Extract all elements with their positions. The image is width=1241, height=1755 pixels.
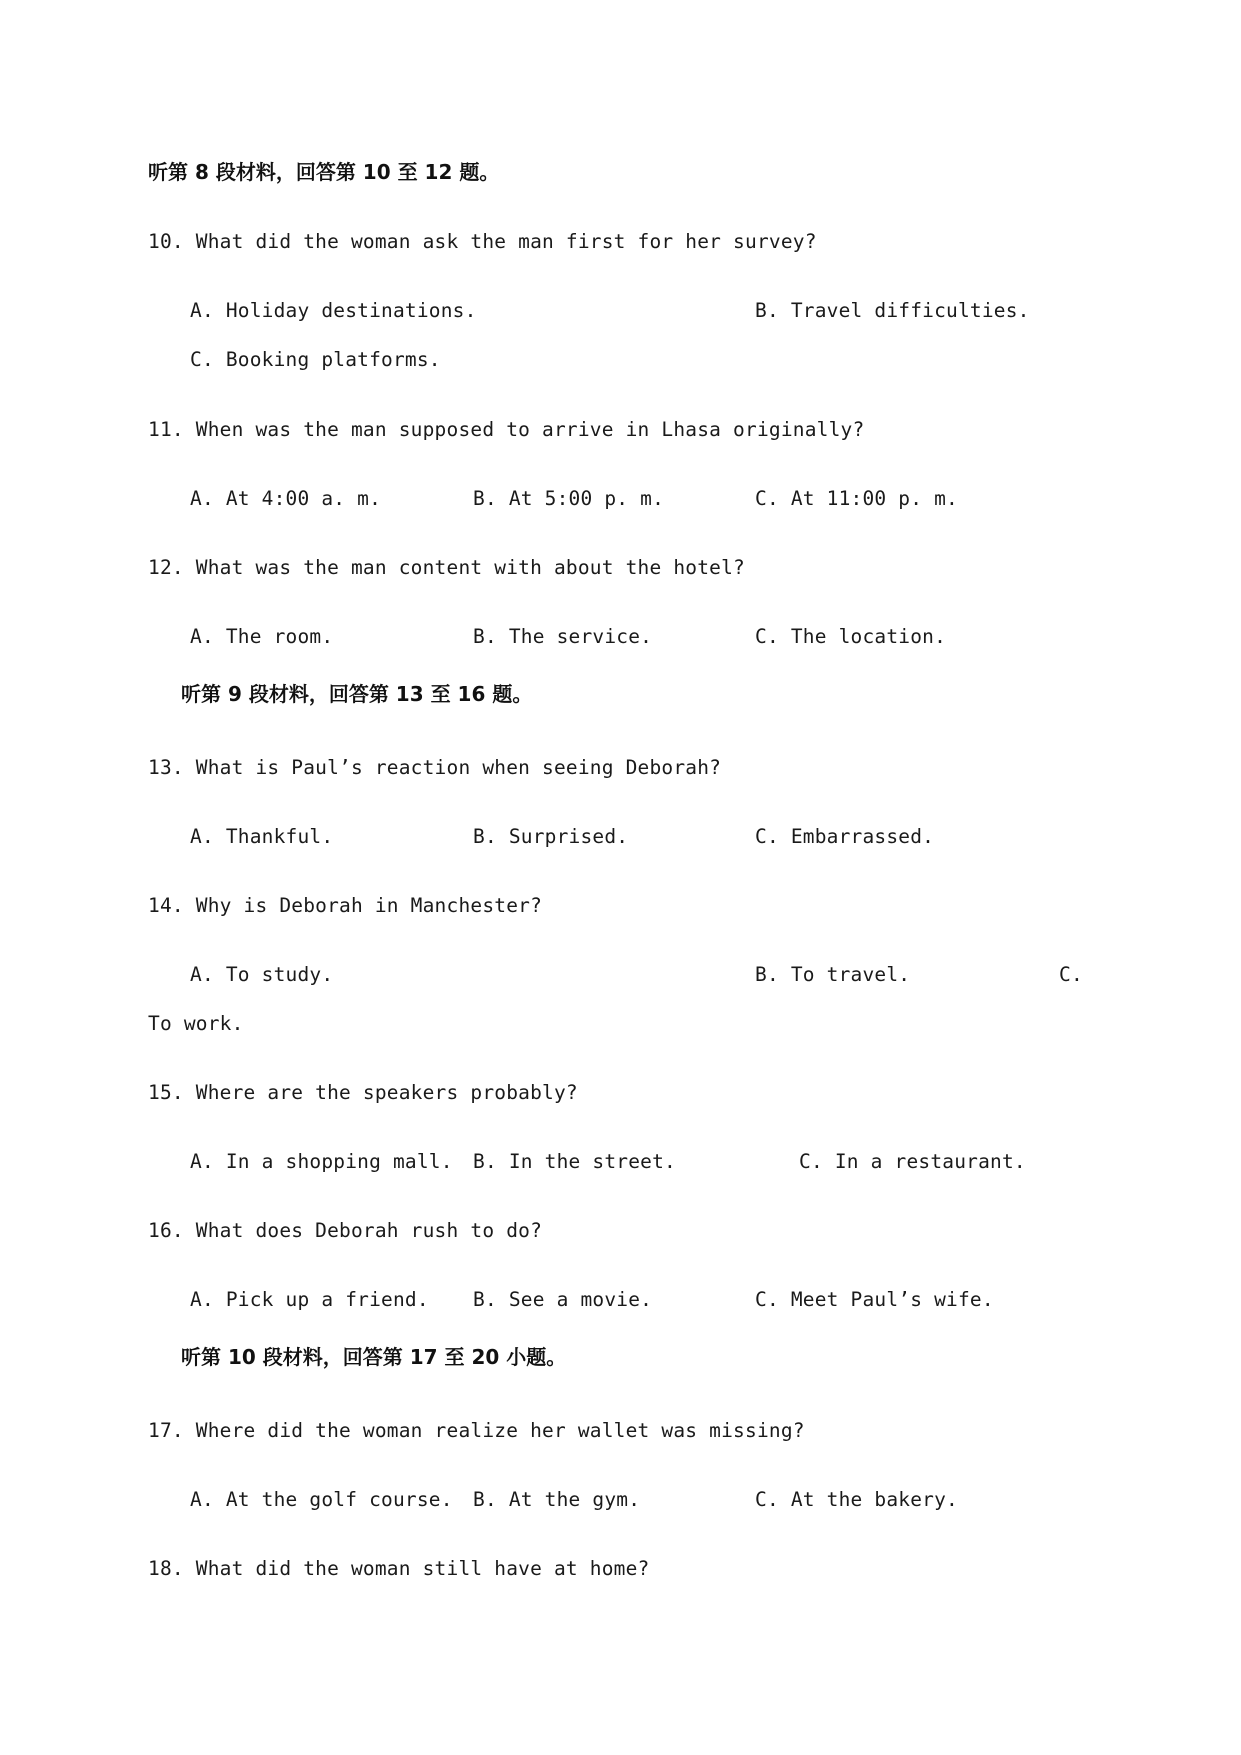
option-b: B. To travel. — [755, 963, 911, 986]
option-c-text: To work. — [148, 1012, 244, 1035]
question-stem: 12. What was the man content with about the hotel? — [148, 556, 745, 579]
option-c-letter: C. — [1059, 963, 1083, 986]
option-c: C. At 11:00 p. m. — [755, 487, 958, 510]
option-c: C. Embarrassed. — [755, 825, 935, 848]
option-c: C. The location. — [755, 625, 947, 648]
option-b: B. Surprised. — [473, 825, 629, 848]
option-b: B. At the gym. — [473, 1488, 641, 1511]
option-a: A. Pick up a friend. — [190, 1288, 429, 1311]
question-stem: 10. What did the woman ask the man first for her survey? — [148, 230, 817, 253]
question-stem: 14. Why is Deborah in Manchester? — [148, 894, 543, 917]
option-a: A. Holiday destinations. — [190, 299, 477, 322]
section-heading: 听第 9 段材料，回答第 13 至 16 题。 — [181, 682, 533, 706]
section-heading: 听第 8 段材料，回答第 10 至 12 题。 — [148, 160, 500, 184]
question-stem: 17. Where did the woman realize her wallet was missing? — [148, 1419, 805, 1442]
option-a: A. At the golf course. — [190, 1488, 453, 1511]
option-a: A. The room. — [190, 625, 334, 648]
option-c: C. At the bakery. — [755, 1488, 958, 1511]
option-b: B. Travel difficulties. — [755, 299, 1030, 322]
question-stem: 18. What did the woman still have at home? — [148, 1557, 650, 1580]
option-c: C. In a restaurant. — [799, 1150, 1026, 1173]
option-a: A. To study. — [190, 963, 334, 986]
option-b: B. The service. — [473, 625, 653, 648]
question-stem: 11. When was the man supposed to arrive in Lhasa originally? — [148, 418, 865, 441]
option-a: A. At 4:00 a. m. — [190, 487, 382, 510]
question-stem: 15. Where are the speakers probably? — [148, 1081, 578, 1104]
option-c: C. Meet Paul’s wife. — [755, 1288, 994, 1311]
option-b: B. At 5:00 p. m. — [473, 487, 665, 510]
question-stem: 13. What is Paul’s reaction when seeing Deborah? — [148, 756, 722, 779]
option-b: B. In the street. — [473, 1150, 676, 1173]
option-a: A. Thankful. — [190, 825, 334, 848]
option-a: A. In a shopping mall. — [190, 1150, 453, 1173]
option-b: B. See a movie. — [473, 1288, 653, 1311]
section-heading: 听第 10 段材料，回答第 17 至 20 小题。 — [181, 1345, 567, 1369]
question-stem: 16. What does Deborah rush to do? — [148, 1219, 543, 1242]
option-c: C. Booking platforms. — [190, 348, 441, 371]
